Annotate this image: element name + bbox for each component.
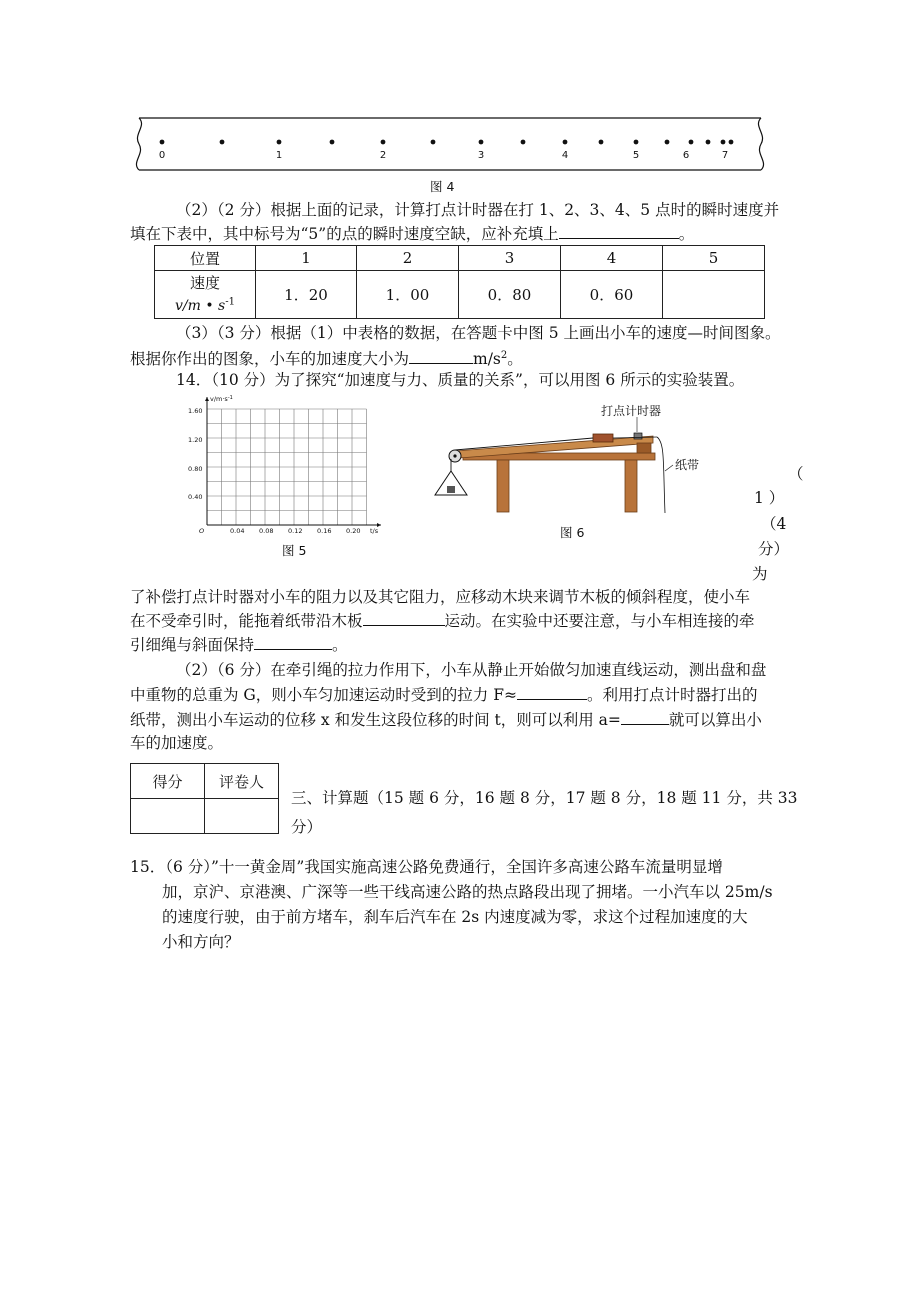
tape-dot	[599, 140, 604, 145]
table-cell: 0．60	[561, 271, 663, 319]
tape-dot	[521, 140, 526, 145]
q13-2-line2: 填在下表中，其中标号为“5”的点的瞬时速度空缺，应补充填上 。	[130, 222, 694, 245]
velocity-table	[154, 245, 765, 319]
table-header-cell: 2	[357, 246, 459, 271]
tape-tick-label: 5	[632, 150, 640, 161]
table-cell: 1．20	[256, 271, 357, 319]
tape-dot	[381, 140, 386, 145]
answer-blank-motion[interactable]	[363, 609, 445, 626]
figure-5-ytick: 0.80	[188, 465, 203, 473]
table-header-cell: 5	[663, 246, 765, 271]
figure-4-caption: 图 4	[430, 179, 455, 194]
tape-tick-label: 7	[721, 150, 729, 161]
answer-blank-force[interactable]	[517, 683, 587, 700]
tape-dot	[220, 140, 225, 145]
q13-3-line2: 根据你作出的图象，小车的加速度大小为 $m/s^2$。	[130, 345, 523, 370]
figure-5-ytick: 0.40	[188, 493, 203, 501]
table-header-cell: 3	[459, 246, 561, 271]
score-box	[130, 763, 279, 834]
q15-line1: 15．（6 分）”十一黄金周”我国实施高速公路免费通行，全国许多高速公路车流量明显增	[130, 858, 723, 876]
q14-1-line3: 引细绳与斜面保持 。	[130, 633, 348, 656]
tape-dot	[479, 140, 484, 145]
figure-6-apparatus	[425, 403, 725, 523]
q14-2-line1: （2）（6 分）在牵引绳的拉力作用下，小车从静止开始做匀加速直线运动，测出盘和盘	[176, 661, 767, 679]
q15-line4: 小和方向？	[162, 933, 240, 951]
tape-tick-label: 3	[477, 150, 485, 161]
tape-tick-label: 6	[682, 150, 690, 161]
table-cell-empty[interactable]	[663, 271, 765, 319]
tape-dot	[689, 140, 694, 145]
q14-1-side-4: 为	[752, 565, 768, 583]
tape-dot	[277, 140, 282, 145]
figure-5-xtick: 0.04	[230, 527, 245, 535]
grader-input-cell[interactable]	[205, 799, 279, 834]
score-input-cell[interactable]	[131, 799, 205, 834]
q14-1-side-1: 1 ）	[754, 489, 785, 507]
section-3-title: 三、计算题（15 题 6 分，16 题 8 分，17 题 8 分，18 题 11 分，共 33	[291, 789, 798, 807]
q15-line2: 加，京沪、京港澳、广深等一些干线高速公路的热点路段出现了拥堵。一小汽车以 25m/s	[162, 883, 773, 901]
tape-tick-label: 2	[379, 150, 387, 161]
q14-2-line4: 车的加速度。	[130, 734, 224, 752]
figure-5-xlabel: t/s	[370, 527, 379, 535]
answer-blank-formula[interactable]	[621, 708, 669, 725]
figure-5-ytick: 1.20	[188, 436, 203, 444]
answer-blank-parallel[interactable]	[254, 633, 332, 650]
tape-dot	[330, 140, 335, 145]
figure-5-ytick: 1.60	[188, 407, 203, 415]
figure-5-xtick: 0.20	[346, 527, 361, 535]
tape-dot	[706, 140, 711, 145]
figure-6-caption: 图 6	[560, 525, 585, 540]
figure-5-ylabel: $v/m\cdot s^{-1}$	[210, 395, 233, 403]
figure-5-origin: O	[199, 527, 205, 535]
table-header-label: 位置	[155, 246, 256, 271]
score-header: 得分	[131, 764, 205, 799]
tape-dot	[665, 140, 670, 145]
q13-3-line1: （3）（3 分）根据（1）中表格的数据，在答题卡中图 5 上画出小车的速度—时间图象。	[176, 324, 781, 342]
tape-dot	[563, 140, 568, 145]
q14-2-line3: 纸带，测出小车运动的位移 x 和发生这段位移的时间 t，则可以利用 a= 就可以算出小	[130, 708, 762, 731]
q14-2-line2: 中重物的总重为 G，则小车匀加速运动时受到的拉力 F≈ 。利用打点计时器打出的	[130, 683, 758, 706]
figure-4-tape	[125, 112, 775, 172]
tape-dot	[634, 140, 639, 145]
q14-1-line1: 了补偿打点计时器对小车的阻力以及其它阻力，应移动木块来调节木板的倾斜程度，使小车	[130, 588, 751, 606]
tape-dot	[160, 140, 165, 145]
section-3-title-cont: 分）	[291, 818, 323, 836]
tape-tick-label: 0	[158, 150, 166, 161]
figure-5-xtick: 0.12	[288, 527, 303, 535]
q13-2-line1: （2）（2 分）根据上面的记录，计算打点计时器在打 1、2、3、4、5 点时的瞬时速度并	[176, 201, 780, 219]
table-cell: 1．00	[357, 271, 459, 319]
figure-5-xtick: 0.08	[259, 527, 274, 535]
figure-5-caption: 图 5	[282, 543, 307, 558]
q14-1-side-0: （	[788, 465, 804, 483]
grader-header: 评卷人	[205, 764, 279, 799]
table-row-label: 速度 v/m • $s^{-1}$	[155, 271, 256, 319]
q14-1-side-3: 分）	[758, 540, 790, 558]
tape-tick-label: 4	[561, 150, 569, 161]
tape-tick-label: 1	[275, 150, 283, 161]
q14-intro: 14．（10 分）为了探究“加速度与力、质量的关系”，可以用图 6 所示的实验装置。	[176, 371, 745, 389]
tape-dot	[721, 140, 726, 145]
figure-6-tape-label: 纸带	[675, 458, 700, 472]
figure-6-timer-label: 打点计时器	[601, 404, 662, 418]
q15-line3: 的速度行驶，由于前方堵车，刹车后汽车在 2s 内速度减为零，求这个过程加速度的大	[162, 908, 748, 926]
tape-dot	[729, 140, 734, 145]
answer-blank-v5[interactable]	[559, 222, 679, 239]
answer-blank-acceleration[interactable]	[409, 347, 473, 364]
figure-5-graph	[185, 393, 395, 538]
table-header-cell: 4	[561, 246, 663, 271]
figure-5-xtick: 0.16	[317, 527, 332, 535]
q14-1-side-2: （4	[761, 515, 787, 533]
table-header-cell: 1	[256, 246, 357, 271]
tape-dot	[431, 140, 436, 145]
table-cell: 0．80	[459, 271, 561, 319]
q14-1-line2: 在不受牵引时，能拖着纸带沿木板 运动。在实验中还要注意，与小车相连接的牵	[130, 609, 755, 632]
